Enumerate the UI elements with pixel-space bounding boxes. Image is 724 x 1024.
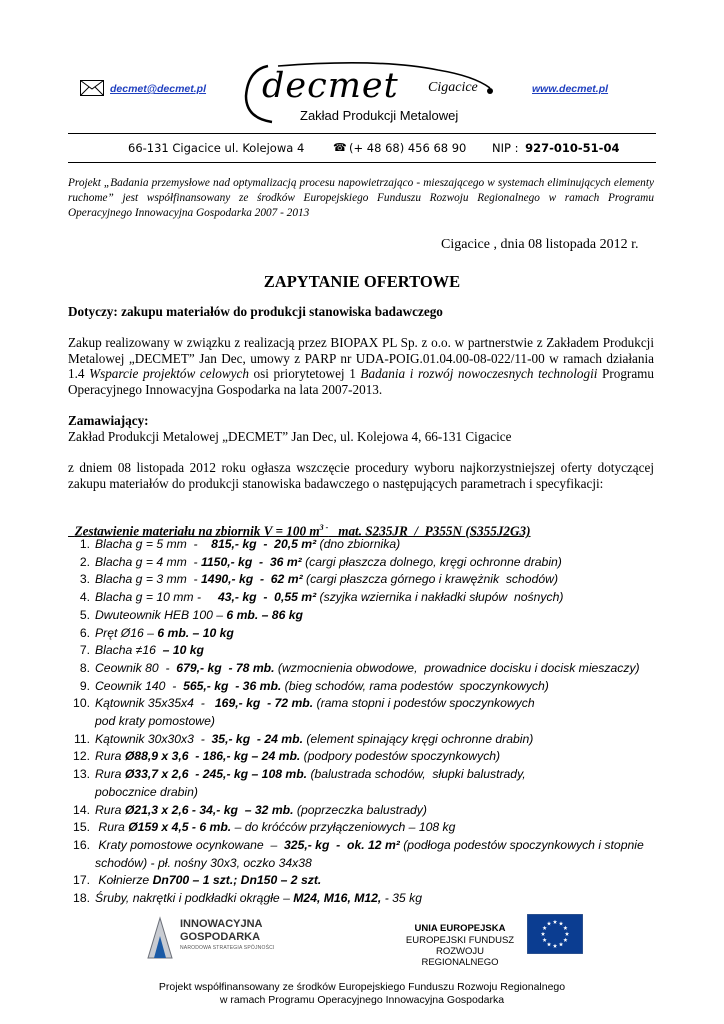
list-item-number: 15. xyxy=(73,820,90,835)
ig-line2: GOSPODARKA xyxy=(180,931,261,943)
list-item-text: Rura Ø159 x 4,5 - 6 mb. – do króćców przyłączeniowych – 108 kg xyxy=(95,820,456,835)
buyer-value: Zakład Produkcji Metalowej „DECMET” Jan Dec, ul. Kolejowa 4, 66-131 Cigacice xyxy=(68,429,512,444)
list-item-text: Blacha ≠16 – 10 kg xyxy=(95,643,205,658)
intro-text-c: osi priorytetowej 1 xyxy=(248,366,361,381)
phone-icon: ☎ xyxy=(333,141,347,154)
list-item-text: Blacha g = 3 mm - 1490,- kg - 62 m² (cargi płaszcza górnego i krawężnik schodów) xyxy=(95,572,558,587)
innowacyjna-gospodarka-logo xyxy=(146,910,296,960)
list-item-number: 3. xyxy=(79,572,90,587)
materials-heading-main: Zestawienie materiału na zbiornik V = 100 m xyxy=(74,523,320,539)
list-item xyxy=(68,748,668,766)
intro-paragraph xyxy=(68,335,654,397)
email-link[interactable]: decmet@decmet.pl xyxy=(110,83,207,95)
list-item xyxy=(68,819,668,837)
list-item xyxy=(68,695,668,730)
nip-value: 927-010-51-04 xyxy=(525,141,620,155)
eu-line1: UNIA EUROPEJSKA xyxy=(414,923,506,934)
ig-line3: NARODOWA STRATEGIA SPÓJNOŚCI xyxy=(180,945,275,951)
list-item-number: 7. xyxy=(79,643,90,658)
list-item xyxy=(68,607,668,625)
list-item-number: 10. xyxy=(73,696,90,711)
address-text: 66-131 Cigacice ul. Kolejowa 4 xyxy=(128,141,305,155)
list-item xyxy=(68,766,668,801)
list-item-number: 6. xyxy=(79,625,90,640)
list-item xyxy=(68,554,668,572)
list-item xyxy=(68,589,668,607)
list-item-text: Pręt Ø16 – 6 mb. – 10 kg xyxy=(95,625,234,640)
intro-text-a: Zakup realizowany w związku z realizacją przez BIOPAX PL Sp. z o.o. w partnerstwie z Zakładem Produkcji Metalowej „DECMET” Jan Dec, umowy z PARP nr UDA-POIG.01.04.00-08-022/11-00 w ramach działania 1.4 xyxy=(68,335,654,381)
list-item xyxy=(68,678,668,696)
list-item-text: Rura Ø88,9 x 3,6 - 186,- kg – 24 mb. (podpory podestów spoczynkowych) xyxy=(95,749,501,764)
list-item xyxy=(68,660,668,678)
company-logo xyxy=(238,56,498,132)
envelope-icon xyxy=(80,80,104,101)
list-item-number: 12. xyxy=(73,749,90,764)
materials-heading-rest: mat. S235JR / P355N (S355J2G3) xyxy=(328,523,531,539)
list-item-number: 17. xyxy=(73,873,90,888)
ig-line1: INNOWACYJNA xyxy=(180,918,263,930)
logo-place: Cigacice xyxy=(428,80,478,95)
list-item-number: 2. xyxy=(79,554,90,569)
list-item-number: 1. xyxy=(79,537,90,551)
intro-text-e: Programu Operacyjnego Innowacyjna Gospodarka na lata 2007-2013. xyxy=(68,366,655,397)
list-item-text: Ceownik 140 - 565,- kg - 36 mb. (bieg schodów, rama podestów spoczynkowych) xyxy=(95,678,549,693)
eu-line2: EUROPEJSKI FUNDUSZ xyxy=(405,935,515,946)
phone-text: (+ 48 68) 456 68 90 xyxy=(349,141,467,155)
list-item xyxy=(68,872,668,890)
list-item xyxy=(68,731,668,749)
eu-line3: ROZWOJU REGIONALNEGO xyxy=(421,946,499,968)
list-item xyxy=(68,890,668,908)
buyer-label: Zamawiający: xyxy=(68,413,149,428)
header-rule-top xyxy=(68,133,656,134)
date-line: Cigacice , dnia 08 listopada 2012 r. xyxy=(441,237,639,252)
list-item xyxy=(68,625,668,643)
intro-text-b: Wsparcie projektów celowych xyxy=(89,366,249,381)
list-item-text: Kołnierze Dn700 – 1 szt.; Dn150 – 2 szt. xyxy=(95,873,322,888)
list-item-text: Rura Ø21,3 x 2,6 - 34,- kg – 32 mb. (poprzeczka balustrady) xyxy=(95,802,427,817)
project-note: Projekt „Badania przemysłowe nad optymalizacją procesu napowietrzająco - mieszającego w systemach eliminujących elementy ruchome” jest współfinansowany ze środków Europejskiego Funduszu Rozwoju Regionalnego w ramach Programu Operacyjnego Innowacyjna Gospodarka 2007 - 2013 xyxy=(68,177,654,219)
footer-note-line1: Projekt współfinansowany ze środków Europejskiego Funduszu Rozwoju Regionalnego xyxy=(158,981,566,993)
logo-subtitle: Zakład Produkcji Metalowej xyxy=(300,108,459,123)
eu-flag-icon xyxy=(527,914,583,959)
nip xyxy=(492,141,619,155)
list-item-text: Blacha g = 10 mm - 43,- kg - 0,55 m² (szyjka wziernika i nakładki słupów nośnych) xyxy=(95,590,564,605)
materials-heading xyxy=(68,507,531,539)
ig-emblem-icon xyxy=(146,912,174,960)
list-item-text: Kątownik 35x35x4 - 169,- kg - 72 mb. (rama stopni i podestów spoczynkowych pod kraty pomostowe) xyxy=(95,696,535,729)
list-item-text: Blacha g = 5 mm - 815,- kg - 20,5 m² (dno zbiornika) xyxy=(95,537,401,551)
list-item-text: Rura Ø33,7 x 2,6 - 245,- kg – 108 mb. (balustrada schodów, słupki balustrady, pobocznice drabin) xyxy=(95,767,526,799)
list-item-number: 5. xyxy=(79,607,90,622)
footer-note-line2: w ramach Programu Operacyjnego Innowacyjna Gospodarka xyxy=(219,994,505,1006)
list-item-text: Kraty pomostowe ocynkowane – 325,- kg - ok. 12 m² (podłoga podestów spoczynkowych i stopnie schodów) - pł. nośny 30x3, oczko 34x38 xyxy=(95,837,644,870)
announcement: z dniem 08 listopada 2012 roku ogłasza wszczęcie procedury wyboru najkorzystniejszej oferty dotyczącej zakupu materiałów do produkcji stanowiska badawczego o następujących parametrach i specyfikacji: xyxy=(68,460,654,491)
list-item-number: 11. xyxy=(73,731,90,746)
header-rule-bottom xyxy=(68,162,656,163)
list-item-text: Ceownik 80 - 679,- kg - 78 mb. (wzmocnienia obwodowe, prowadnice docisku i docisk mieszaczy) xyxy=(95,660,640,675)
list-item-text: Kątownik 30x30x3 - 35,- kg - 24 mb. (element spinający kręgi ochronne drabin) xyxy=(95,731,534,746)
nip-label: NIP : xyxy=(492,141,519,155)
list-item-number: 18. xyxy=(73,891,90,906)
page-title: ZAPYTANIE OFERTOWE xyxy=(263,272,461,291)
list-item-number: 4. xyxy=(79,590,90,605)
materials-list xyxy=(68,536,668,908)
list-item-text: Blacha g = 4 mm - 1150,- kg - 36 m² (cargi płaszcza dolnego, kręgi ochronne drabin) xyxy=(95,554,562,569)
list-item xyxy=(68,536,668,554)
subject-line: Dotyczy: zakupu materiałów do produkcji stanowiska badawczego xyxy=(68,304,443,319)
list-item-text: Śruby, nakrętki i podkładki okrągłe – M24, M16, M12, - 35 kg xyxy=(95,891,422,906)
list-item-number: 14. xyxy=(73,802,90,817)
list-item-number: 16. xyxy=(73,837,90,852)
list-item xyxy=(68,802,668,820)
list-item-number: 13. xyxy=(73,767,90,782)
list-item-text: Dwuteownik HEB 100 – 6 mb. – 86 kg xyxy=(95,607,303,622)
logo-name: decmet xyxy=(262,66,399,106)
materials-heading-sup: 3 - xyxy=(319,523,329,532)
list-item xyxy=(68,837,668,872)
list-item xyxy=(68,642,668,660)
list-item xyxy=(68,571,668,589)
website-link[interactable]: www.decmet.pl xyxy=(532,83,609,95)
list-item-number: 9. xyxy=(79,678,90,693)
intro-text-d: Badania i rozwój nowoczesnych technologii xyxy=(360,366,598,381)
list-item-number: 8. xyxy=(79,660,90,675)
